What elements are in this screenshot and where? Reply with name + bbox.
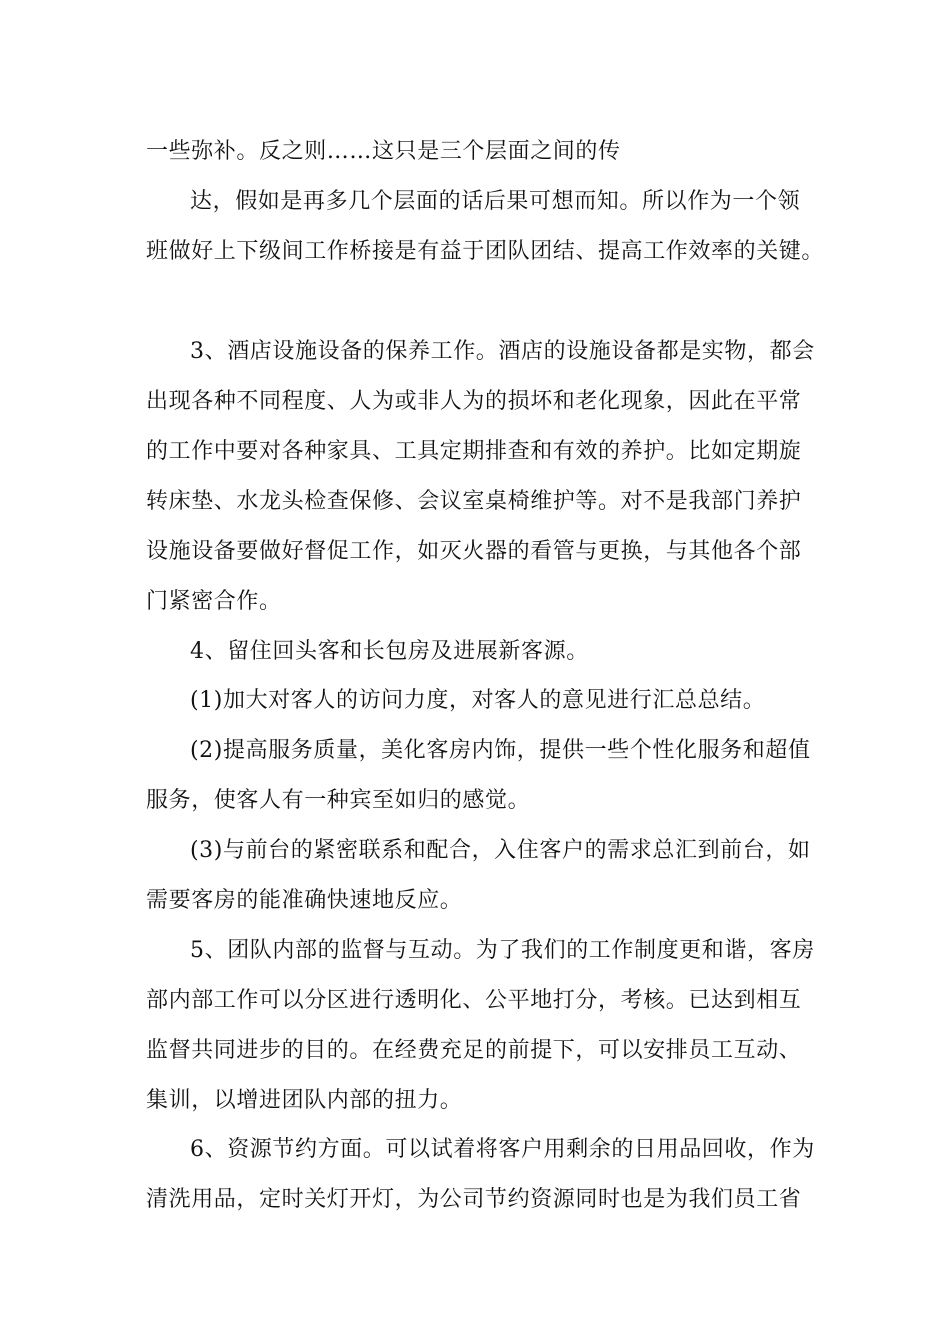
text-line: 一些弥补。反之则……这只是三个层面之间的传: [146, 139, 621, 164]
text-line: 服务，使客人有一种宾至如归的感觉。: [146, 788, 531, 813]
text-line: 4、留住回头客和长包房及进展新客源。: [190, 639, 589, 664]
text-line: 3、酒店设施设备的保养工作。酒店的设施设备都是实物，都会: [190, 339, 815, 364]
text-line: 设施设备要做好督促工作，如灭火器的看管与更换，与其他各个部: [146, 539, 802, 564]
text-line: 集训，以增进团队内部的扭力。: [146, 1088, 463, 1113]
text-line: 达，假如是再多几个层面的话后果可想而知。所以作为一个领: [190, 189, 801, 214]
text-line: 部内部工作可以分区进行透明化、公平地打分，考核。已达到相互: [146, 988, 802, 1013]
text-line: 班做好上下级间工作桥接是有益于团队团结、提高工作效率的关键。: [146, 239, 825, 264]
text-line: (1)加大对客人的访问力度，对客人的意见进行汇总总结。: [190, 688, 766, 713]
text-line: 需要客房的能准确快速地反应。: [146, 888, 463, 913]
text-line: 5、团队内部的监督与互动。为了我们的工作制度更和谐，客房: [190, 938, 815, 963]
text-line: (2)提高服务质量，美化客房内饰，提供一些个性化服务和超值: [190, 738, 811, 763]
text-line: 出现各种不同程度、人为或非人为的损坏和老化现象，因此在平常: [146, 389, 802, 414]
text-line: (3)与前台的紧密联系和配合，入住客户的需求总汇到前台，如: [190, 838, 811, 863]
text-line: 门紧密合作。: [146, 589, 282, 614]
text-line: 6、资源节约方面。可以试着将客户用剩余的日用品回收，作为: [190, 1137, 815, 1162]
text-line: 的工作中要对各种家具、工具定期排查和有效的养护。比如定期旋: [146, 439, 802, 464]
text-line: 转床垫、水龙头检查保修、会议室桌椅维护等。对不是我部门养护: [146, 489, 802, 514]
text-line: 监督共同进步的目的。在经费充足的前提下，可以安排员工互动、: [146, 1038, 802, 1063]
text-line: 清洗用品，定时关灯开灯，为公司节约资源同时也是为我们员工省: [146, 1187, 802, 1212]
